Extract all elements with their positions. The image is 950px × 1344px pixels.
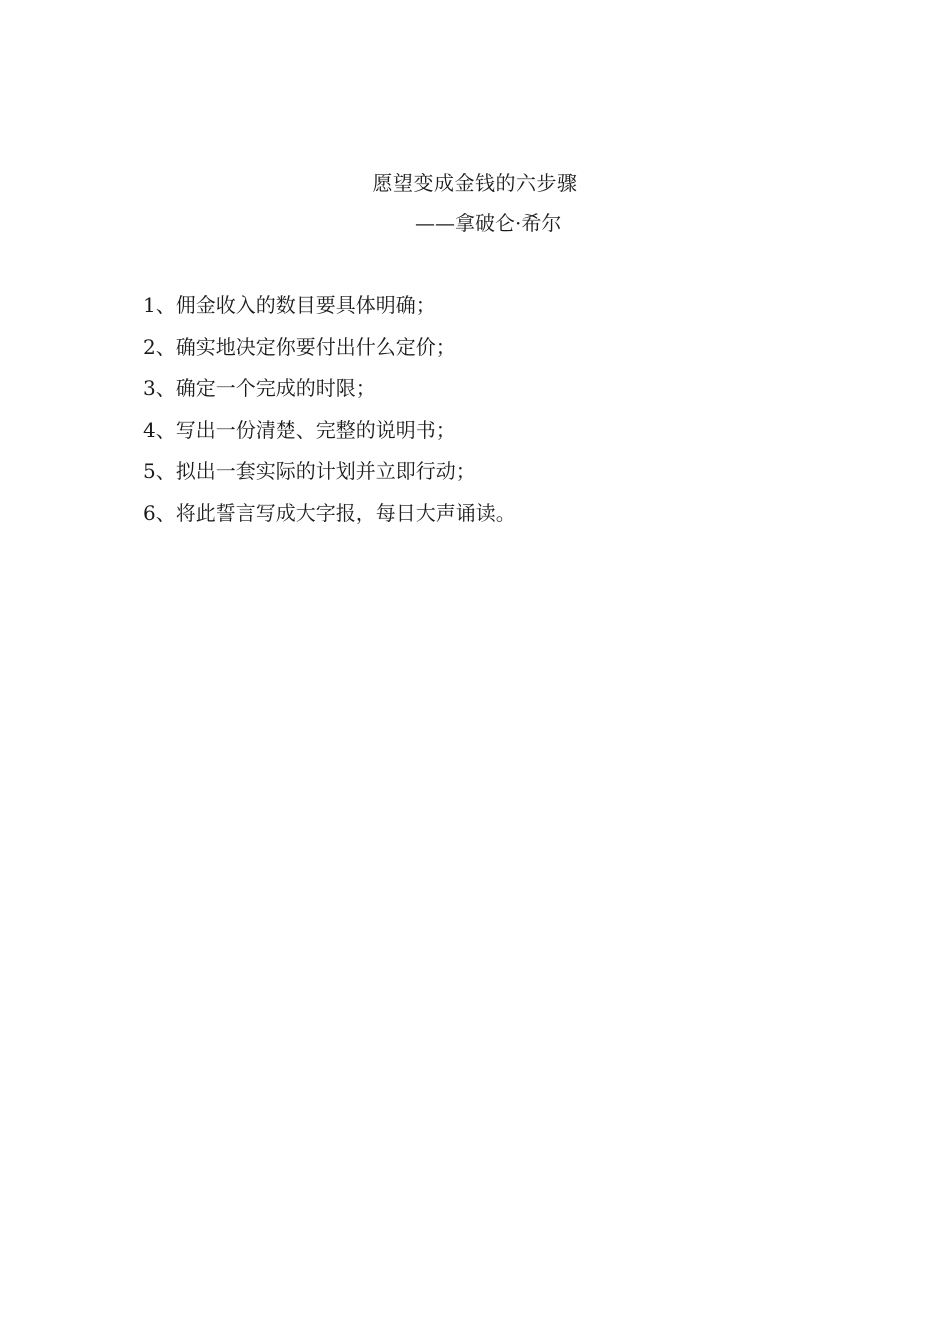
step-item: 6、将此誓言写成大字报，每日大声诵读。 bbox=[143, 500, 516, 525]
step-item: 5、拟出一套实际的计划并立即行动； bbox=[143, 459, 476, 484]
steps-list bbox=[143, 292, 516, 542]
step-item: 1、佣金收入的数目要具体明确； bbox=[143, 293, 436, 317]
document-author: ——拿破仑·希尔 bbox=[415, 211, 562, 235]
document-title: 愿望变成金钱的六步骤 bbox=[372, 171, 578, 195]
step-item: 4、写出一份清楚、完整的说明书； bbox=[143, 417, 456, 442]
step-item: 3、确定一个完成的时限； bbox=[143, 376, 376, 401]
step-item: 2、确实地决定你要付出什么定价； bbox=[143, 334, 456, 359]
